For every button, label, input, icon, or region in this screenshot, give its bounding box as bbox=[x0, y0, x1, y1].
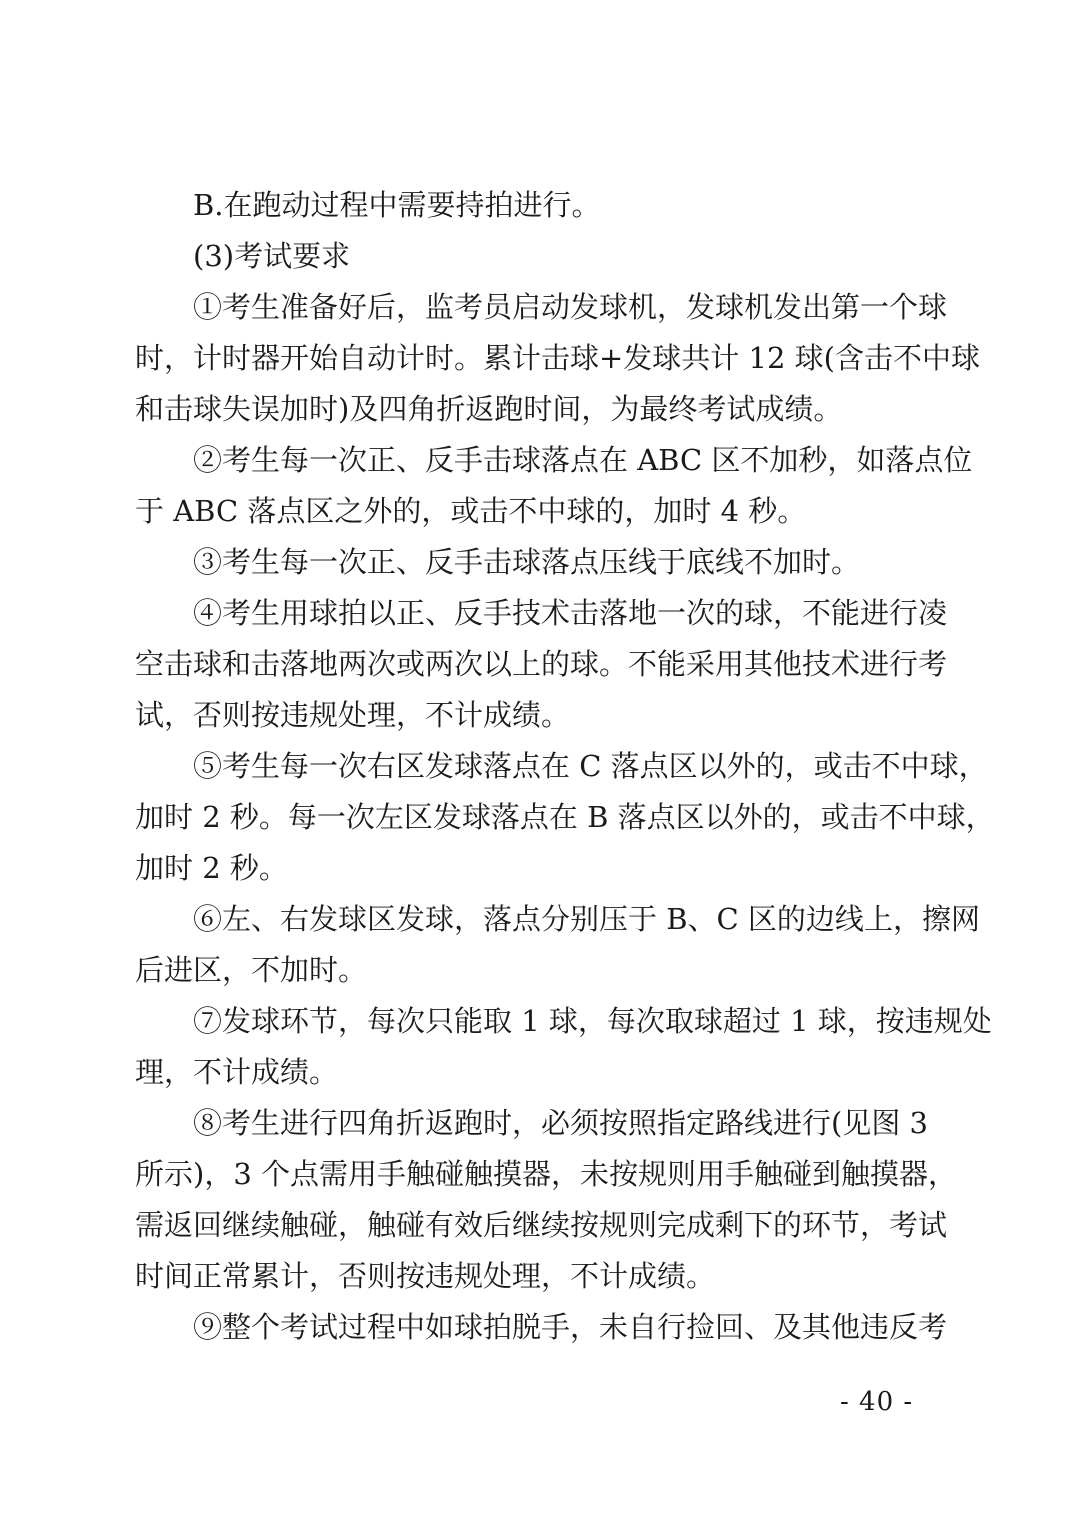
section-heading-exam-requirements: (3)考试要求 bbox=[193, 239, 351, 273]
rule-5-line-1: ⑤考生每一次右区发球落点在 C 落点区以外的，或击不中球， bbox=[193, 749, 988, 783]
rule-1-line-3: 和击球失误加时)及四角折返跑时间，为最终考试成绩。 bbox=[135, 392, 843, 426]
rule-3-line-1: ③考生每一次正、反手击球落点压线于底线不加时。 bbox=[193, 545, 861, 579]
page-number: - 40 - bbox=[840, 1387, 914, 1417]
rule-1-line-2: 时，计时器开始自动计时。累计击球+发球共计 12 球(含击不中球 bbox=[135, 341, 980, 375]
rule-2-line-1: ②考生每一次正、反手击球落点在 ABC 区不加秒，如落点位 bbox=[193, 443, 973, 477]
rule-6-line-1: ⑥左、右发球区发球，落点分别压于 B、C 区的边线上，擦网 bbox=[193, 902, 980, 936]
rule-7-line-2: 理，不计成绩。 bbox=[135, 1055, 339, 1089]
rule-2-line-2: 于 ABC 落点区之外的，或击不中球的，加时 4 秒。 bbox=[135, 494, 807, 528]
text-line-b-running: B.在跑动过程中需要持拍进行。 bbox=[193, 188, 601, 222]
rule-4-line-2: 空击球和击落地两次或两次以上的球。不能采用其他技术进行考 bbox=[135, 647, 948, 681]
rule-5-line-2: 加时 2 秒。每一次左区发球落点在 B 落点区以外的，或击不中球， bbox=[135, 800, 995, 834]
rule-1-line-1: ①考生准备好后，监考员启动发球机，发球机发出第一个球 bbox=[193, 290, 948, 324]
rule-8-line-3: 需返回继续触碰，触碰有效后继续按规则完成剩下的环节，考试 bbox=[135, 1208, 948, 1242]
rule-8-line-4: 时间正常累计，否则按违规处理，不计成绩。 bbox=[135, 1259, 716, 1293]
rule-7-line-1: ⑦发球环节，每次只能取 1 球，每次取球超过 1 球，按违规处 bbox=[193, 1004, 992, 1038]
document-body bbox=[135, 180, 995, 1353]
rule-4-line-1: ④考生用球拍以正、反手技术击落地一次的球，不能进行凌 bbox=[193, 596, 948, 630]
rule-5-line-3: 加时 2 秒。 bbox=[135, 851, 288, 885]
rule-8-line-1: ⑧考生进行四角折返跑时，必须按照指定路线进行(见图 3 bbox=[193, 1106, 928, 1140]
rule-9-line-1: ⑨整个考试过程中如球拍脱手，未自行捡回、及其他违反考 bbox=[193, 1310, 948, 1344]
rule-4-line-3: 试，否则按违规处理，不计成绩。 bbox=[135, 698, 571, 732]
rule-8-line-2: 所示)，3 个点需用手触碰触摸器，未按规则用手触碰到触摸器， bbox=[135, 1157, 957, 1191]
rule-6-line-2: 后进区，不加时。 bbox=[135, 953, 368, 987]
